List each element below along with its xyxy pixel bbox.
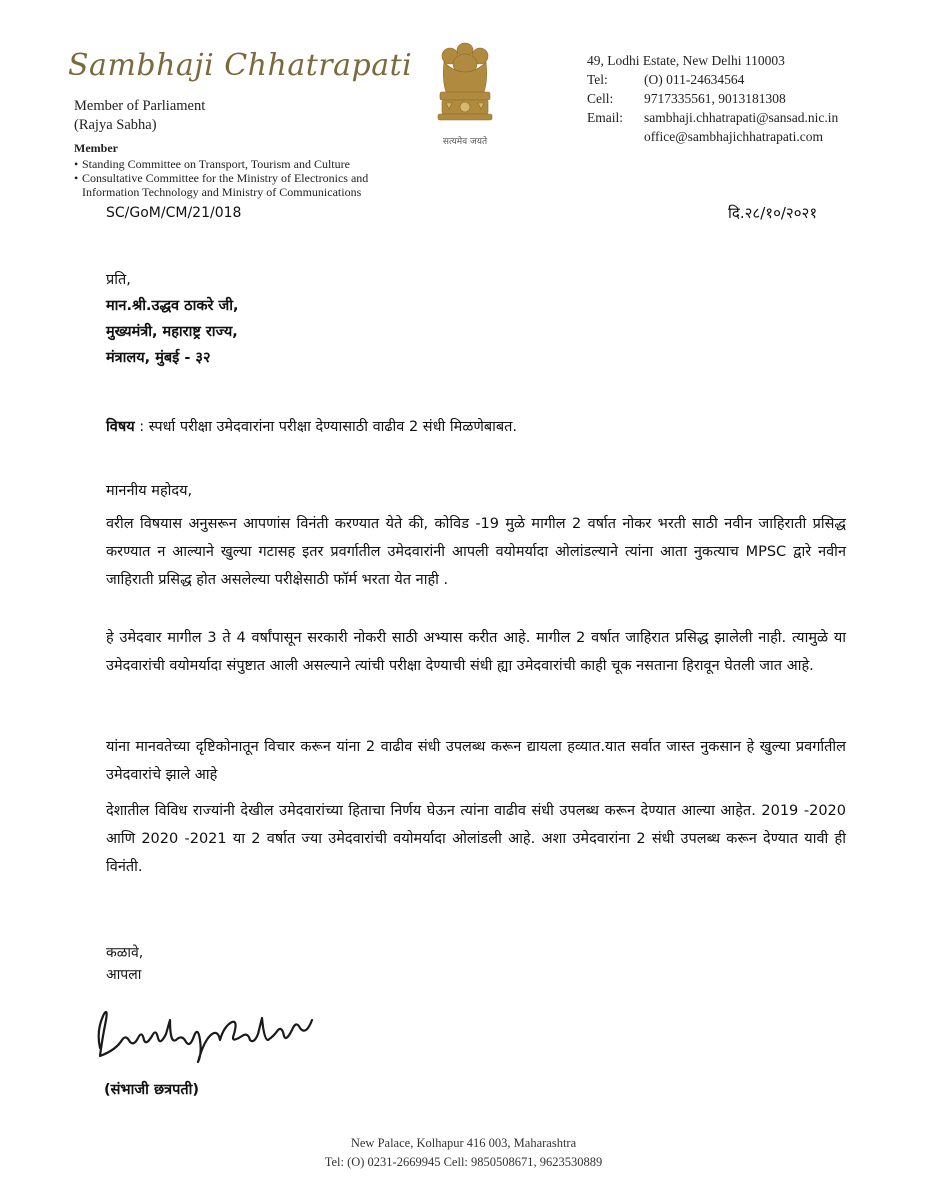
salutation: माननीय महोदय, (106, 483, 193, 499)
closing-line: कळावे, (106, 945, 144, 961)
contact-block (587, 51, 838, 146)
footer-address: New Palace, Kolhapur 416 003, Maharashtra (350, 1136, 577, 1150)
letterhead-name: Sambhaji Chhatrapati (68, 48, 413, 83)
recipient-block (106, 267, 238, 371)
to-label: प्रति, (106, 272, 131, 288)
email-value-1: sambhaji.chhatrapati@sansad.nic.in (644, 110, 839, 125)
committee-list (74, 157, 414, 199)
cell-label: Cell: (587, 91, 614, 106)
body-paragraph: यांना मानवतेच्या दृष्टिकोनातून विचार करून यांना 2 वाढीव संधी उपलब्ध करून द्यायला हव्यात.यात सर्वात जास्त नुकसान हे खुल्या प्रवर्गातील उमेदवारांचे झाले आहे (106, 739, 846, 783)
delhi-address: 49, Lodhi Estate, New Delhi 110003 (587, 53, 785, 68)
recipient-designation: मुख्यमंत्री, महाराष्ट्र राज्य, (106, 324, 238, 340)
footer (0, 1134, 927, 1172)
cell-row (587, 89, 838, 108)
emblem-motto: सत्यमेव जयते (442, 137, 488, 147)
national-emblem-icon (428, 40, 502, 150)
tel-label: Tel: (587, 72, 608, 87)
recipient-address: मंत्रालय, मुंबई - ३२ (106, 350, 211, 366)
email-value-2: office@sambhajichhatrapati.com (644, 129, 823, 144)
body-paragraph: हे उमेदवार मागील 3 ते 4 वर्षांपासून सरकारी नोकरी साठी अभ्यास करीत आहे. मागील 2 वर्षात जाहिरात प्रसिद्ध झालेली नाही. त्यामुळे या उमेदवारांची वयोमर्यादा संपुष्टात आली असल्याने त्यांची परीक्षा देण्याची संधी ह्या उमेदवारांची काही चूक नसताना हिरावून घेतली जात आहे. (106, 630, 846, 674)
footer-phones: Tel: (O) 0231-2669945 Cell: 9850508671, 9623530889 (324, 1155, 603, 1169)
letter-date: दि.२८/१०/२०२१ (728, 204, 818, 222)
mp-title: Member of Parliament (74, 98, 206, 114)
committee-item: • Consultative Committee for the Ministry of Electronics and Information Technology and Ministry of Communications (74, 171, 414, 199)
handwritten-signature (86, 1000, 336, 1070)
body-paragraph: देशातील विविध राज्यांनी देखील उमेदवारांच्या हिताचा निर्णय घेऊन त्यांना वाढीव संधी उपलब्ध करून देण्यात आल्या आहेत. 2019 -2020 आणि 2020 -2021 या 2 वर्षात ज्या उमेदवारांची वयोमर्यादा ओलांडली आहे. अशा उमेदवारांना 2 संधी उपलब्ध करून देण्यात यावी ही विनंती. (106, 803, 846, 875)
committee-membership (74, 141, 414, 199)
closing-block (106, 942, 143, 986)
mp-role (74, 97, 205, 135)
body-paragraph: वरील विषयास अनुसरून आपणांस विनंती करण्यात येते की, कोविड -19 मुळे मागील 2 वर्षात नोकर भरती साठी नवीन जाहिराती प्रसिद्ध करण्यात न आल्याने खुल्या गटासह इतर प्रवर्गातील उमेदवारांनी आपली वयोमर्यादा ओलांडल्याने त्यांना आता नुकत्याच MPSC द्वारे नवीन जाहिराती प्रसिद्ध होत असलेल्या परीक्षेसाठी फॉर्म भरता येत नाही . (106, 516, 846, 588)
mp-house: (Rajya Sabha) (74, 117, 157, 133)
subject-label: विषय (106, 419, 135, 435)
committee-item: • Standing Committee on Transport, Tourism and Culture (74, 157, 414, 171)
reference-number: SC/GoM/CM/21/018 (106, 205, 242, 221)
tel-row (587, 70, 838, 89)
email-row-2 (587, 127, 838, 146)
tel-value: (O) 011-24634564 (644, 72, 745, 87)
subject-line (106, 416, 517, 436)
signatory-name: (संभाजी छत्रपती) (104, 1082, 199, 1098)
email-row (587, 108, 838, 127)
member-label: Member (74, 141, 118, 155)
closing-yours: आपला (106, 967, 142, 983)
cell-value: 9717335561, 9013181308 (644, 91, 786, 106)
recipient-name: मान.श्री.उद्धव ठाकरे जी, (106, 298, 239, 314)
email-label: Email: (587, 110, 623, 125)
subject-text: : स्पर्धा परीक्षा उमेदवारांना परीक्षा देण्यासाठी वाढीव 2 संधी मिळणेबाबत. (134, 419, 518, 435)
